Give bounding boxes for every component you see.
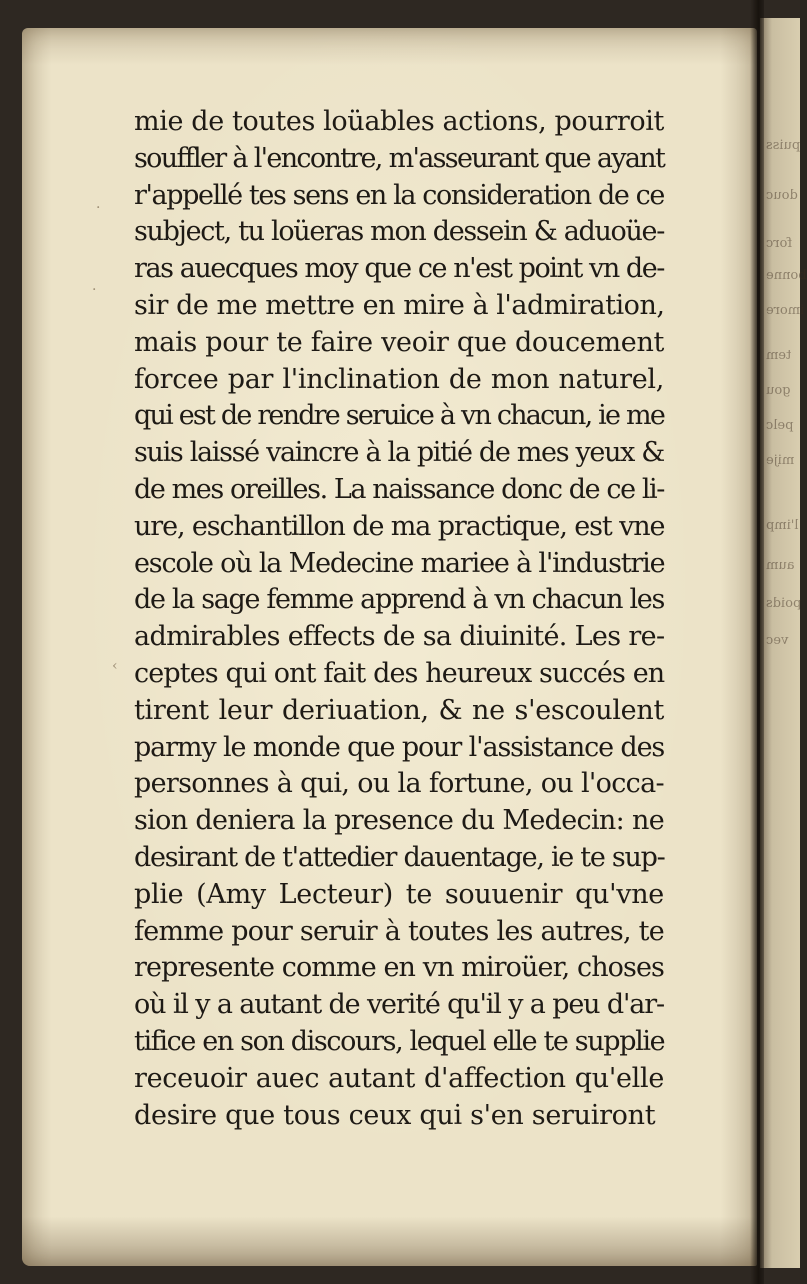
facing-page-edge (760, 18, 807, 1268)
body-text (134, 104, 664, 1134)
text-line-11: de mes oreilles. La naissance donc de ce li- (134, 473, 664, 505)
text-line-20: sion deniera la presence du Medecin: ne (134, 805, 664, 837)
margin-speck: · (92, 282, 97, 298)
text-line-23: femme pour seruir à toutes les autres, te (134, 915, 664, 947)
binding-gutter (750, 0, 764, 1284)
text-line-15: admirables effects de sa diuinité. Les re- (134, 621, 665, 653)
bleed-text: mije (766, 453, 795, 468)
text-line-13: escole où la Medecine mariee à l'industrie (134, 547, 665, 579)
bleed-text: l'imp (766, 518, 799, 533)
text-line-26: tifice en son discours, lequel elle te supplie (134, 1025, 665, 1057)
bleed-text: vec (766, 633, 789, 648)
text-line-12: ure, eschantillon de ma practique, est vne (134, 510, 665, 542)
text-line-25: où il y a autant de verité qu'il y a peu d'ar- (134, 989, 664, 1021)
text-line-5: ras auecques moy que ce n'est point vn de- (134, 253, 664, 285)
bleed-text: forc (766, 236, 793, 251)
text-line-1: mie de toutes loüables actions, pourroit (134, 106, 664, 137)
text-line-2: souffler à l'encontre, m'asseurant que ayant (134, 142, 665, 174)
text-line-3: r'appellé tes sens en la consideration de ce (134, 179, 664, 211)
bleed-text: bonne (766, 268, 807, 283)
bleed-text: poids (766, 596, 802, 611)
text-line-10: suis laissé vaincre à la pitié de mes yeux & (134, 437, 665, 469)
bleed-text: douc (766, 188, 798, 203)
bleed-text: aum (766, 558, 795, 573)
text-line-14: de la sage femme apprend à vn chacun les (134, 584, 664, 616)
margin-speck: ‹ (112, 658, 118, 674)
bleed-text: gou (766, 383, 791, 398)
bleed-text: puiss (766, 138, 801, 153)
bleed-text: pelc (766, 418, 794, 433)
text-line-16: ceptes qui ont fait des heureux succés en (134, 657, 665, 689)
text-line-21: desirant de t'attedier dauentage, ie te sup- (134, 841, 665, 873)
text-line-18: parmy le monde que pour l'assistance des (134, 731, 665, 763)
text-line-19: personnes à qui, ou la fortune, ou l'occa- (134, 768, 664, 800)
text-line-24: represente comme en vn miroüer, choses (134, 952, 664, 984)
text-line-6: sir de me mettre en mire à l'admiration, (134, 289, 665, 321)
margin-speck: · (96, 200, 101, 216)
text-line-28: desire que tous ceux qui s'en seruiront (134, 1099, 656, 1131)
text-line-22: plie (Amy Lecteur) te souuenir qu'vne (134, 878, 664, 910)
text-line-27: receuoir auec autant d'affection qu'elle (134, 1062, 664, 1094)
bleed-text: imore (766, 303, 805, 318)
text-line-9: qui est de rendre seruice à vn chacun, ie me (134, 400, 664, 432)
text-line-4: subject, tu loüeras mon dessein & aduoüe- (134, 216, 664, 248)
text-line-17: tirent leur deriuation, & ne s'escoulent (134, 694, 664, 726)
bleed-text: tem (766, 348, 792, 363)
text-line-8: forcee par l'inclination de mon naturel, (134, 363, 664, 395)
text-line-7: mais pour te faire veoir que doucement (134, 326, 665, 358)
